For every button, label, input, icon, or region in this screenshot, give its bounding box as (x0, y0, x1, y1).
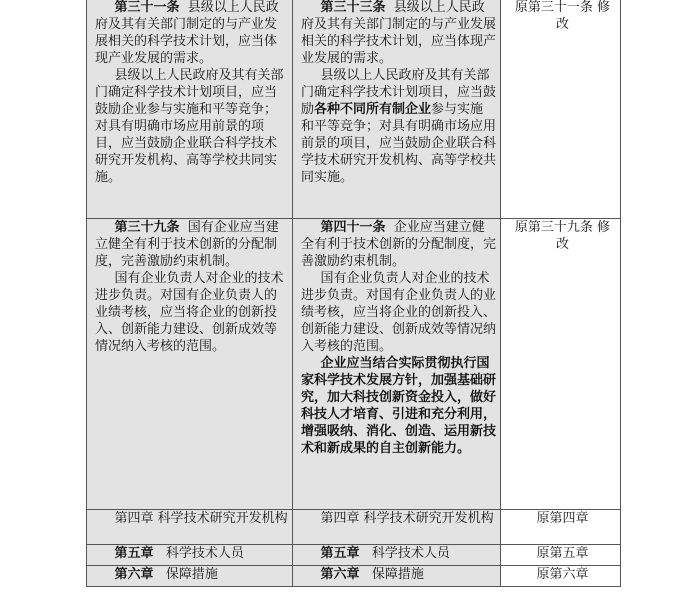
article-number: 第三十一条 (114, 0, 180, 15)
chapter-cell (293, 566, 501, 587)
article-text: 县级以上人民政府及其有关部门制定的与产业发展相关的科学技术计划，应当体现产业发展的需求。 (301, 0, 497, 66)
comparison-table (86, 0, 621, 587)
article-text: 国有企业应当建立健全有利于技术创新的分配制度，完善激励约束机制。 (95, 220, 279, 269)
amended-text: 各种不同所有制企业 (314, 102, 432, 117)
table-row (87, 566, 621, 587)
table-row (87, 545, 621, 566)
note-cell: 原第三十九条 修改 (501, 219, 621, 510)
chapter-cell (87, 545, 293, 566)
note-cell: 原第三十一条 修改 (501, 0, 621, 219)
article-text: 企业应当建立健全有利于技术创新的分配制度，完善激励约束机制。 (301, 220, 497, 269)
article-text: 参与实施和平等竞争；对具有明确市场应用前景的项目，应当鼓励企业联合科学技术研究开发机构、高等学校共同实施。 (301, 102, 497, 185)
amended-paragraph: 企业应当结合实际贯彻执行国家科学技术发展方针，加强基础研究，加大科技创新资金投入，做好科技人才培育、引进和充分利用，增强吸纳、消化、创造、运用新技术和新成果的自主创新能力。 (301, 356, 497, 456)
chapter-number: 第四章 (114, 511, 154, 526)
chapter-cell (87, 510, 293, 545)
table-row (87, 510, 621, 545)
note-cell: 原第五章 (501, 545, 621, 566)
article-text: 县级以上人民政府及其有关部门确定科学技术计划项目，应当鼓励 (301, 68, 497, 117)
chapter-title: 科学技术研究开发机构 (363, 511, 494, 526)
article-paragraph: 国有企业负责人对企业的技术进步负责。对国有企业负责人的业绩考核，应当将企业的创新投入、创新能力建设、创新成效等情况纳入考核的范围。 (95, 271, 284, 354)
original-text-cell (87, 219, 293, 510)
chapter-cell (87, 566, 293, 587)
table-row (87, 0, 621, 219)
chapter-title: 保障措施 (165, 567, 218, 582)
article-number: 第四十一条 (320, 220, 386, 235)
chapter-cell (293, 510, 501, 545)
chapter-title: 科学技术人员 (371, 546, 450, 561)
chapter-cell (293, 545, 501, 566)
article-paragraph: 县级以上人民政府及其有关部门确定科学技术计划项目，应当鼓励企业参与实施和平等竞争；对具有明确市场应用前景的项目，应当鼓励企业联合科学技术研究开发机构、高等学校共同实施。 (95, 68, 284, 185)
article-text: 县级以上人民政府及其有关部门制定的与产业发展相关的科学技术计划，应当体现产业发展的需求。 (95, 0, 279, 66)
chapter-title: 科学技术研究开发机构 (157, 511, 288, 526)
chapter-number: 第四章 (320, 511, 360, 526)
revised-text-cell (293, 0, 501, 219)
chapter-title: 科学技术人员 (165, 546, 244, 561)
revised-text-cell (293, 219, 501, 510)
note-cell: 原第六章 (501, 566, 621, 587)
chapter-number: 第六章 (114, 567, 154, 582)
article-paragraph: 国有企业负责人对企业的技术进步负责。对国有企业负责人的业绩考核，应当将企业的创新投入、创新能力建设、创新成效等情况纳入考核的范围。 (301, 271, 497, 354)
article-number: 第三十三条 (320, 0, 386, 15)
original-text-cell (87, 0, 293, 219)
chapter-number: 第五章 (114, 546, 154, 561)
chapter-title: 保障措施 (371, 567, 424, 582)
note-cell: 原第四章 (501, 510, 621, 545)
chapter-number: 第六章 (320, 567, 360, 582)
chapter-number: 第五章 (320, 546, 360, 561)
table-row (87, 219, 621, 510)
article-number: 第三十九条 (114, 220, 180, 235)
